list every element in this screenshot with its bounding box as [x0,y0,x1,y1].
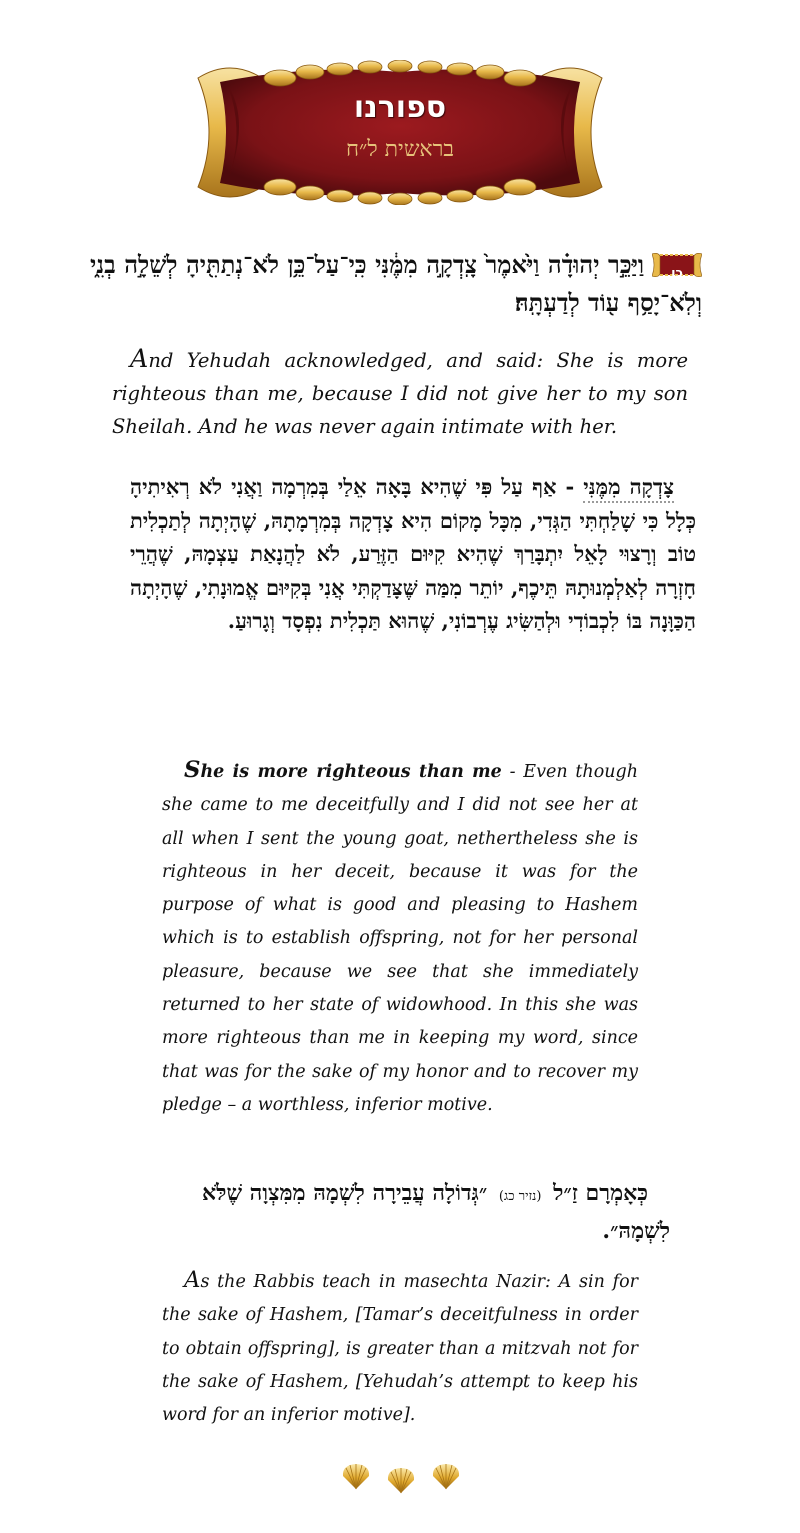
verse-hebrew: וַיַּכֵּ֣ר יְהוּדָ֗ה וַיֹּ֙אמֶר֙ צָֽדְקָ֣ה מִמֶּ֔נִּי כִּֽי־עַל־כֵּ֥ן לֹא־נְתַתִּ֖יהָ לְשֵׁלָ֣ה בְנִ֑י וְלֹֽא־יָסַ֥ף ע֖וֹד לְדַעְתָּֽהּ׃ [90,250,702,317]
verse-hebrew-text [90,246,702,322]
title-banner [190,60,610,205]
verse-number-badge [652,252,702,281]
shell-icon [430,1462,462,1490]
quote-english-text: s the Rabbis teach in masechta Nazir: A sin for the sake of Hashem, [Tamar’s deceitfulness in order to obtain offspring], is greater than a mitzvah not for the sake of Hashem, [Yehudah’s attempt to keep his word for an inferior motive]. [162,1272,638,1426]
shell-icon [340,1462,372,1490]
verse-english-translation [112,342,688,443]
commentary-hebrew-body: - אַף עַל פִּי שֶׁהִיא בָּאָה אֵלַי בְּמִרְמָה וַאֲנִי לֹא רְאִיתִיהָ כְּלָל כִּי שָׁלַחְתִּי הַגְּדִי, מִכָּל מָקוֹם הִיא צָדְקָה בְּמִרְמָתָהּ, שֶׁהָיְתָה לְתַכְלִית טוֹב וְרָצוּי לָאֵל יִתְבָּרַךְ שֶׁהִיא קִיּוּם הַזֶּרַע, לֹא לַהֲנָאַת עַצְמָהּ, שֶׁהֲרֵי חָזְרָה לְאַלְמְנוּתָהּ תֵּיכֶף, יוֹתֵר מִמַּה שֶּׁצָּדַקְתִּי אֲנִי בְּקִיּוּם אֱמוּנָתִי, שֶׁהָיְתָה הַכַּוָּנָה בּוֹ לִכְבוֹדִי וּלְהַשִּׂיג עֶרְבוֹנִי, שֶׁהוּא תַּכְלִית נִפְסָד וְגָרוּעַ. [130,474,696,633]
dropcap: A [184,1267,201,1293]
verse-number: כו [671,265,683,281]
commentary-lead-phrase: he is more righteous than me [200,762,502,782]
commentary-english-translation [162,754,638,1122]
quote-body: ״גְּדוֹלָה עֲבֵירָה לִשְׁמָהּ מִמִּצְוָה שֶׁלֹּא לִשְׁמָהּ״. [202,1180,670,1244]
quote-source: (נזיר כג) [498,1189,542,1204]
dropcap: A [130,343,149,373]
quote-intro: כְּאָמְרָם זַ״ל [553,1180,648,1206]
quote-english-translation [162,1264,638,1432]
commentary-english-body: - Even though she came to me deceitfully and I did not see her at all when I sent the young goat, nethertheless she is righteous in her deceit, because it was for the purpose of what is good and pleasing to Hashem which is to establish offspring, not for her personal pleasure, because we see that she immediately returned to her state of widowhood. In this she was more righteous than me in keeping my word, since that was for the sake of my honor and to recover my pledge – a worthless, inferior motive. [162,762,638,1115]
quote-hebrew-text [130,1176,670,1249]
chapter-reference: בראשית ל״ח [345,137,455,162]
commentary-hebrew-text [130,470,696,638]
book-title: ספורנו [353,90,447,125]
shell-icon [385,1466,417,1494]
footer-ornament [340,1462,462,1496]
verse-english-text: nd Yehudah acknowledged, and said: She is more righteous than me, because I did not give her to my son Sheilah. And he was never again intimate with her. [112,349,688,438]
scroll-ornament-icon [190,60,610,205]
dibur-hamatchil: צָדְקָה מִמֶּנִּי [583,474,674,503]
dropcap: S [184,757,201,783]
